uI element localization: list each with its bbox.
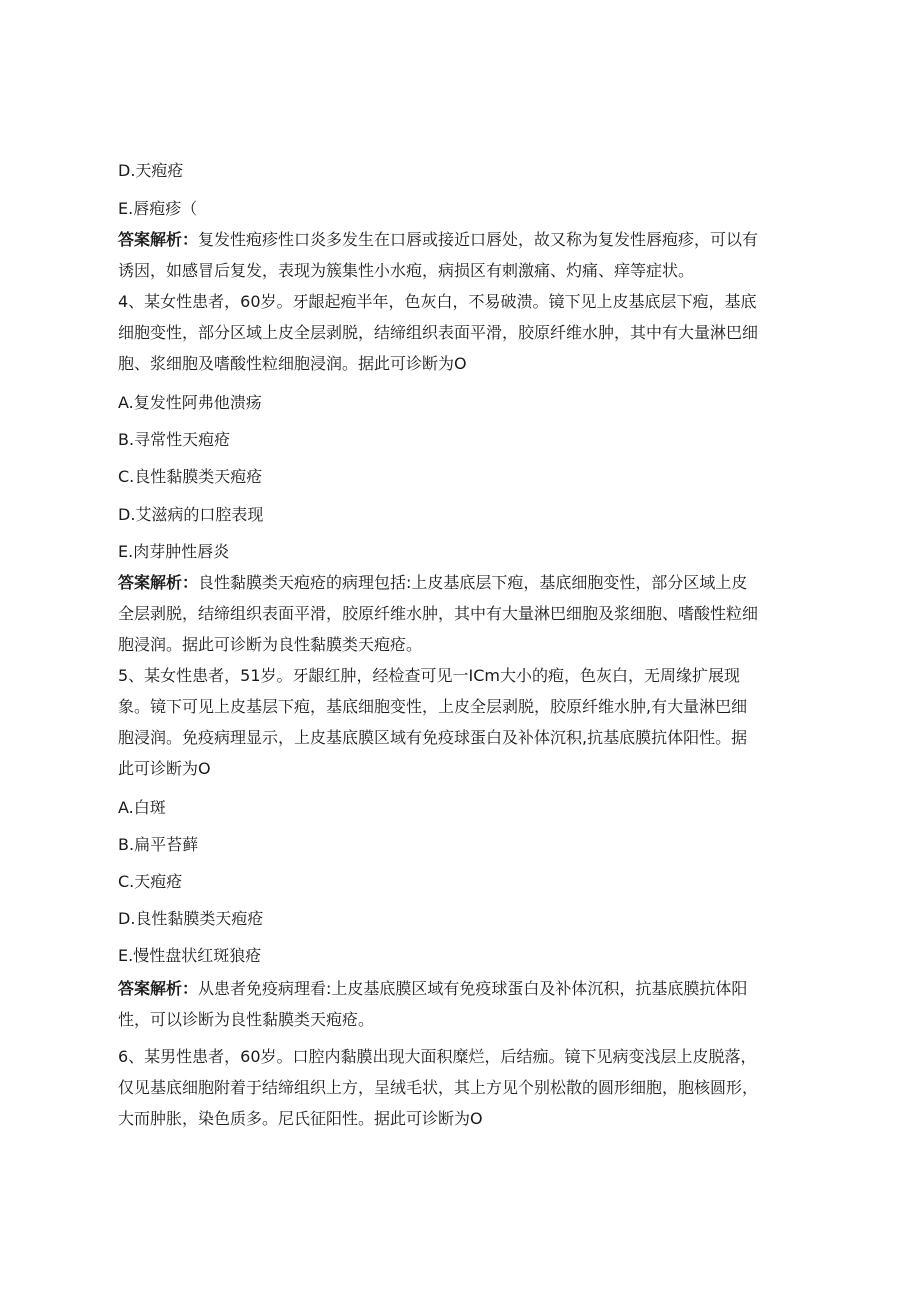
q5-stem-line-2: 象。镜下可见上皮基层下疱，基底细胞变性，上皮全层剥脱，胶原纤维水肿,有大量淋巴细 — [118, 698, 748, 716]
q4-answer-text-1: 良性黏膜类天疱疮的病理包括:上皮基底层下疱，基底细胞变性，部分区域上皮 — [198, 574, 748, 592]
q6-stem-line-3: 大而肿胀，染色质多。尼氏征阳性。据此可诊断为O — [118, 1110, 483, 1128]
q4-option-c: C.良性黏膜类天疱疮 — [118, 468, 263, 486]
q4-stem-line-2: 细胞变性，部分区域上皮全层剥脱，结缔组织表面平滑，胶原纤维水肿，其中有大量淋巴细 — [118, 324, 759, 342]
q4-option-b: B.寻常性天疱疮 — [118, 431, 231, 449]
q3-option-e: E.唇疱疹（ — [118, 200, 198, 218]
q4-answer-line-1 — [118, 574, 808, 592]
q3-option-d: D.天疱疮 — [118, 162, 184, 180]
q5-answer-line-2: 性，可以诊断为良性黏膜类天疱疮。 — [118, 1011, 375, 1029]
answer-label: 答案解析： — [118, 574, 199, 592]
q5-option-a: A.白斑 — [118, 799, 166, 817]
answer-label: 答案解析： — [118, 980, 199, 998]
q5-option-e: E.慢性盘状红斑狼疮 — [118, 947, 262, 965]
q5-stem-line-4: 此可诊断为O — [118, 760, 211, 778]
q4-option-d: D.艾滋病的口腔表现 — [118, 506, 264, 524]
q6-stem-line-2: 仅见基底细胞附着于结缔组织上方，呈绒毛状，其上方见个别松散的圆形细胞，胞核圆形， — [118, 1079, 759, 1097]
answer-label: 答案解析： — [118, 231, 199, 249]
q4-answer-line-2: 全层剥脱，结缔组织表面平滑，胶原纤维水肿，其中有大量淋巴细胞及浆细胞、嗜酸性粒细 — [118, 605, 759, 623]
q5-option-c: C.天疱疮 — [118, 873, 183, 891]
q3-answer-line-2: 诱因，如感冒后复发，表现为簇集性小水疱，病损区有刺激痛、灼痛、痒等症状。 — [118, 262, 695, 280]
q4-option-e: E.肉芽肿性唇炎 — [118, 543, 230, 561]
q4-stem-line-3: 胞、浆细胞及嗜酸性粒细胞浸润。据此可诊断为O — [118, 355, 467, 373]
q4-stem-line-1: 4、某女性患者，60岁。牙龈起疱半年，色灰白，不易破溃。镜下见上皮基底层下疱，基底 — [118, 293, 757, 311]
q5-option-b: B.扁平苔藓 — [118, 836, 199, 854]
q5-stem-line-3: 胞浸润。免疫病理显示，上皮基底膜区域有免疫球蛋白及补体沉积,抗基底膜抗体阳性。据 — [118, 729, 748, 747]
q4-answer-line-3: 胞浸润。据此可诊断为良性黏膜类天疱疮。 — [118, 636, 423, 654]
q5-answer-text-1: 从患者免疫病理看:上皮基底膜区域有免疫球蛋白及补体沉积，抗基底膜抗体阳 — [198, 980, 748, 998]
q6-stem-line-1: 6、某男性患者，60岁。口腔内黏膜出现大面积糜烂，后结痂。镜下见病变浅层上皮脱落， — [118, 1048, 757, 1066]
q3-answer-text-1: 复发性疱疹性口炎多发生在口唇或接近口唇处，故又称为复发性唇疱疹，可以有 — [198, 231, 759, 249]
q5-option-d: D.良性黏膜类天疱疮 — [118, 910, 264, 928]
q3-answer-line-1 — [118, 231, 808, 249]
q5-stem-line-1: 5、某女性患者，51岁。牙龈红肿，经检查可见一ICm大小的疱，色灰白，无周缘扩展现 — [118, 667, 741, 685]
q4-option-a: A.复发性阿弗他溃疡 — [118, 394, 262, 412]
q5-answer-line-1 — [118, 980, 808, 998]
